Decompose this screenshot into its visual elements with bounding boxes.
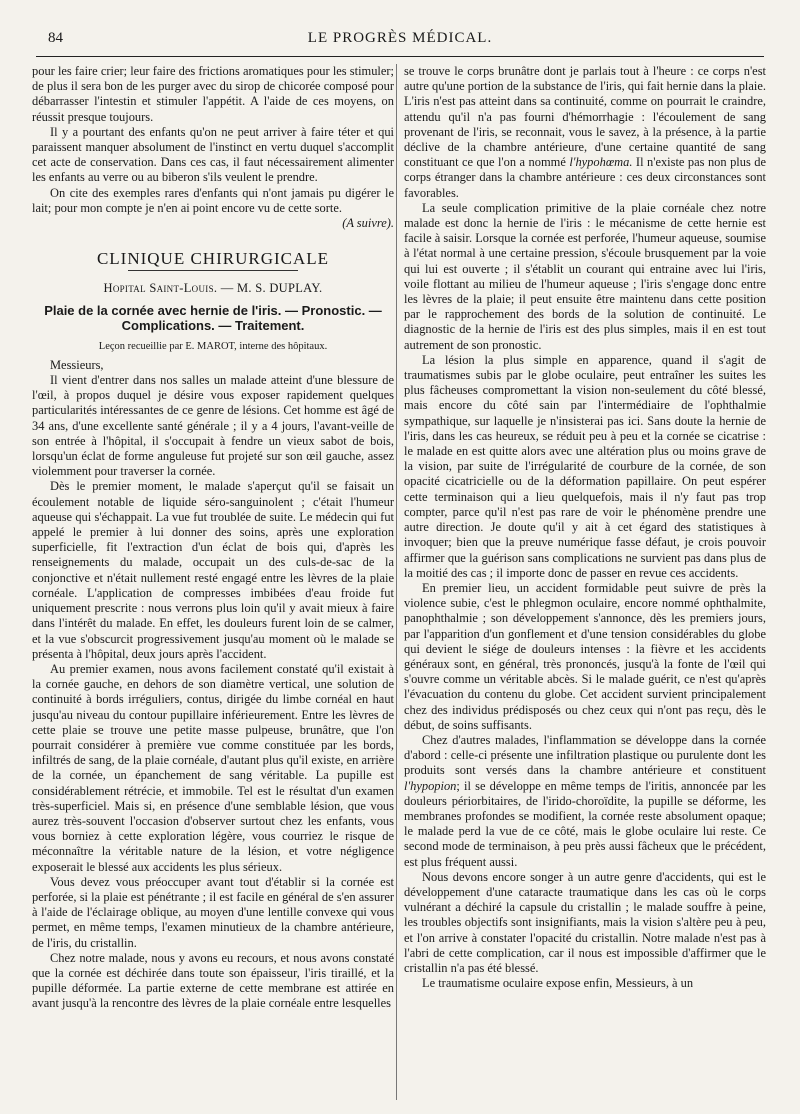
text-run: Il n'existe pas non plus de corps étranger dans la chambre antérieure : ces deux circonstances sont favorables. bbox=[404, 155, 767, 200]
section-heading bbox=[32, 251, 394, 271]
section-rule bbox=[128, 270, 298, 271]
paragraph: Chez notre malade, nous y avons eu recours, et nous avons constaté que la cornée est déchirée dans toute son épaisseur, l'iris tiraillé, et la pupille déformée. La partie externe de cette membrane est attirée en avant jusqu'à la rencontre des lèvres de la plaie cornéale entre lesquelles bbox=[32, 950, 394, 1011]
running-head: LE PROGRÈS MÉDICAL. bbox=[307, 30, 493, 46]
paragraph: La lésion la plus simple en apparence, quand il s'agit de traumatismes subis par le globe oculaire, peut entraîner les suites les plus fâcheuses compromettant la vision non-seulement du côté blessé, mais encore du côté sain par l'intermédiaire de l'ophthalmie sympathique, sur laquelle je n'insisterai pas ici. Sans doute la hernie de l'iris, dans les cas heureux, se réduit peu à peu et la cornée se cicatrise : le malade en est quitte alors avec une altération plus ou moins grave de la vision, par suite de l'irrégularité de courbure de la cornée, de son opacité cicatricielle ou de la déformation papillaire. On peut espérer cette terminaison qui a lieu quelquefois, mais il n'y faut pas trop compter, parce qu'il n'est pas rare de voir le phénomène prendre une autre direction. Je doute qu'il y ait à cet égard des statistiques à invoquer; bien que la preuve numérique fasse défaut, je crois pouvoir affirmer que la guérison sans complications ne survient pas dans plus de la moitié des cas ; il importe donc de passer en revue ces accidents. bbox=[404, 352, 766, 580]
text-run: ; il se développe en même temps de l'iritis, annoncée par les douleurs périorbitaires, de l'irido-choroïdite, la pupille se déforme, les membranes profondes se modifient, la cornée reste absolument opaque; le malade perd la vue de ce côté, mais le globe oculaire lui reste. Ce second mode de terminaison, à peu près aussi fâcheux que le précédent, est plus fréquent aussi. bbox=[404, 778, 766, 869]
header-rule bbox=[36, 56, 764, 57]
salutation: Messieurs, bbox=[50, 357, 104, 372]
paragraph: Il y a pourtant des enfants qu'on ne peut arriver à faire téter et qui paraissent manquer absolument de l'instinct en vertu duquel s'accomplit cet acte de conservation. Dans ces cas, il faut nécessairement alimenter les enfants au verre ou au biberon s'ils veulent le prendre. bbox=[32, 124, 394, 185]
article-title: Plaie de la cornée avec hernie de l'iris. — Pronostic. — Complications. — Traitement. bbox=[44, 302, 382, 333]
paragraph bbox=[404, 64, 766, 201]
paragraph: Nous devons encore songer à un autre genre d'accidents, qui est le développement d'une cataracte traumatique dans les cas où le corps vulnérant a déchiré la capsule du cristallin ; le malade souffre à peine, les troubles objectifs sont insignifiants, mais la vision s'altère peu à peu, et l'on arrive à constater l'opacité du cristallin. Notre malade n'est pas à l'abri de cette complication, car il nous est impossible d'affirmer que le cristallin n'a pas été blessé. bbox=[404, 869, 766, 975]
paragraph: Vous devez vous préoccuper avant tout d'établir si la cornée est perforée, si la plaie est pénétrante ; il est facile en général de s'en assurer à l'aide de l'éclairage oblique, au moyen d'une lentille convexe qui vous permet, en même temps, l'examen minutieux de la chambre antérieure, de l'iris, du cristallin. bbox=[32, 874, 394, 950]
paragraph: On cite des exemples rares d'enfants qui n'ont jamais pu digérer le lait; pour mon compte je n'en ai point encore vu de cette sorte. bbox=[32, 185, 394, 215]
paragraph: La seule complication primitive de la plaie cornéale chez notre malade est donc la hernie de l'iris : le mécanisme de cette hernie est facile à saisir. Lorsque la cornée est perforée, l'humeur aqueuse, soumise à l'état normal à une certaine pression, s'écoule brusquement par la voie qui lui est ouverte ; il s'établit un courant qui entraine avec lui l'iris, voile flottant au milieu de l'humeur aqueuse ; l'iris s'engage donc entre les lèvres de la plaie; il peut ensuite être maintenu dans cette position par le rapprochement des bords de la solution de continuité. Le diagnostic de la hernie de l'iris est des plus simples, mais il en est tout autrement de son pronostic. bbox=[404, 200, 766, 352]
term-hypopion: l'hypopion bbox=[404, 778, 457, 793]
lecture-credit: Leçon recueillie par E. MAROT, interne des hôpitaux. bbox=[98, 340, 328, 352]
section-title: CLINIQUE CHIRURGICALE bbox=[96, 249, 330, 269]
page-header bbox=[36, 30, 764, 52]
text-run: se trouve le corps brunâtre dont je parlais tout à l'heure : ce corps n'est autre qu'une portion de la substance de l'iris, qui fait hernie dans la plaie. L'iris n'est pas atteint dans sa continuité, comme on pourrait le craindre, attendu qu'il n'a pas fourni d'hémorrhagie : l'écoulement de sang provenant de l'iris, se reconnait, vous le savez, à la présence, à la partie déclive de la chambre antérieure, d'une certaine quantité de sang constituant ce que l'on a nommé bbox=[404, 64, 766, 170]
left-column bbox=[32, 64, 394, 1012]
term-hypohaema: l'hypohœma. bbox=[569, 155, 633, 170]
column-divider bbox=[396, 64, 397, 1100]
right-column bbox=[404, 64, 766, 991]
hospital-line: Hopital Saint-Louis. — M. S. DUPLAY. bbox=[103, 281, 323, 296]
paragraph: En premier lieu, un accident formidable peut suivre de près la violence subie, c'est le phlegmon oculaire, encore nommé ophthalmite, panophthalmie ; son développement s'annonce, dès les premiers jours, par l'apparition d'un gonflement et d'une tension considérables du globe qui devient le siége de douleurs intenses : la fièvre et les accidents généraux sont, en général, très prononcés, jusqu'à la fonte de l'œil qui s'ouvre comme un véritable abcès. Si le malade guérit, ce n'est qu'après l'évacuation du contenu du globe. Cet accident survient principalement chez des individus prédisposés ou chez ceux qui n'ont pas reçu, dès le début, de soins suffisants. bbox=[404, 580, 766, 732]
paragraph: pour les faire crier; leur faire des frictions aromatiques pour les stimuler; de plus il sera bon de les purger avec du sirop de chicorée composé pour débarrasser l'intestin et stimuler l'appétit. A l'aide de ces moyens, on réussit presque toujours. bbox=[32, 64, 394, 124]
paragraph: Au premier examen, nous avons facilement constaté qu'il existait à la cornée gauche, en dehors de son diamètre vertical, une solution de continuité à bords irréguliers, contus, dirigée du limbe cornéal en haut jusqu'au niveau du contour pupillaire inférieurement. Entre les lèvres de cette plaie se trouve une petite masse pulpeuse, brunâtre, que l'on pourrait considérer à première vue comme constituée par les bords, infiltrés de sang, de la plaie cornéale, d'autant plus qu'il existe, en arrière de la cornée, un épanchement de sang véritable. La pupille est considérablement rétrécie, et immobile. Tel est le résultat d'un examen très-superficiel. Mais si, en présence d'une semblable lésion, que vous aurez très-souvent l'occasion d'observer surtout chez les enfants, vous vous borniez à cette exploration légère, vous courriez le risque de méconnaître la véritable nature de la lésion, et votre négligence exposerait le blessé aux accidents les plus sérieux. bbox=[32, 661, 394, 874]
to-be-continued: (A suivre). bbox=[342, 216, 394, 231]
paragraph bbox=[404, 733, 766, 870]
page-number: 84 bbox=[48, 30, 63, 46]
paragraph: Il vient d'entrer dans nos salles un malade atteint d'une blessure de l'œil, à propos duquel je désire vous exposer rapidement quelques particularités intéressantes de ce genre de lésions. Cet homme est âgé de 34 ans, d'une excellente santé générale ; il y a 4 jours, l'avant-veille de son entrée à l'hôpital, il s'occupait à fendre un vieux sabot de bois, lorsqu'un éclat de forme anguleuse fut projeté sur son œil gauche, assez violemment pour traverser la cornée. bbox=[32, 373, 394, 479]
text-run: Chez d'autres malades, l'inflammation se développe dans la cornée d'abord : celle-ci présente une infiltration plastique ou purulente dont les produits sont versés dans la chambre antérieure et constituent bbox=[404, 732, 766, 778]
paragraph: Le traumatisme oculaire expose enfin, Messieurs, à un bbox=[422, 976, 694, 991]
paragraph: Dès le premier moment, le malade s'aperçut qu'il se faisait un écoulement notable de liquide séro-sanguinolent ; c'était l'humeur aqueuse qui s'échappait. La vue fut troublée de suite. Le médecin qui fut appelé le premier à lui donner des soins, après une exploration superficielle, fit l'extraction d'un éclat de bois qui, d'après les renseignements du malade, occupait un des culs-de-sac de la conjonctive et n'était nullement resté engagé entre les lèvres de la plaie cornéale. L'application de compresses imbibées d'eau froide fut uniquement prescrite : nous verrons plus loin qu'il y avait mieux à faire dans l'intérêt du malade. En effet, les douleurs furent loin de se calmer, et la vue s'obscurcit progressivement jusqu'au moment où le malade se présenta à l'hôpital, deux jours après l'accident. bbox=[32, 479, 394, 661]
